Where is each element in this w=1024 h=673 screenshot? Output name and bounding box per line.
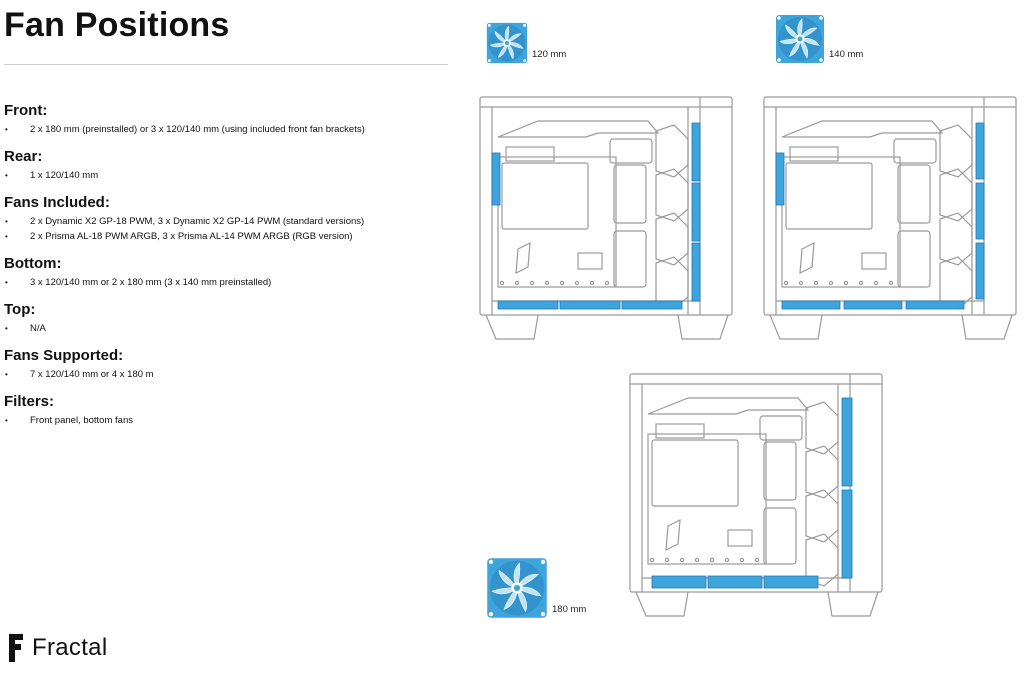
section-heading: Front:	[4, 102, 48, 119]
fan-legend-180	[486, 557, 586, 619]
list-item: • N/A	[4, 321, 464, 336]
section-filters	[4, 393, 464, 428]
case-diagram-front-2x180	[628, 370, 886, 622]
case-diagram-front-3x120	[762, 93, 1020, 345]
fan-size-label: 120 mm	[532, 49, 567, 60]
list-item: • 2 x 180 mm (preinstalled) or 3 x 120/140 mm (using included front fan brackets)	[4, 122, 464, 137]
section-top	[4, 301, 464, 336]
fan-icon	[775, 14, 825, 64]
section-heading: Rear:	[4, 148, 43, 165]
list-item: • 1 x 120/140 mm	[4, 168, 464, 183]
section-front	[4, 102, 464, 137]
section-heading: Fans Included:	[4, 194, 110, 211]
page-title: Fan Positions	[4, 6, 230, 44]
section-bottom	[4, 255, 464, 290]
fractal-logo-icon	[6, 632, 26, 664]
case-diagram-front-3x140	[478, 93, 736, 345]
fan-icon	[486, 22, 528, 64]
fan-legend-140	[775, 14, 863, 64]
fan-size-label: 140 mm	[829, 49, 864, 60]
fan-icon	[486, 557, 548, 619]
section-fans-supported	[4, 347, 464, 382]
section-rear	[4, 148, 464, 183]
section-heading: Bottom:	[4, 255, 62, 272]
list-item: • 2 x Prisma AL-18 PWM ARGB, 3 x Prisma AL-14 PWM ARGB (RGB version)	[4, 229, 464, 244]
section-heading: Top:	[4, 301, 36, 318]
list-item: • 3 x 120/140 mm or 2 x 180 mm (3 x 140 mm preinstalled)	[4, 275, 464, 290]
list-item: • 2 x Dynamic X2 GP-18 PWM, 3 x Dynamic X2 GP-14 PWM (standard versions)	[4, 214, 464, 229]
brand-name: Fractal	[32, 634, 108, 661]
title-divider	[4, 64, 448, 65]
brand-logo	[6, 632, 107, 664]
section-fans-included	[4, 194, 464, 244]
section-heading: Fans Supported:	[4, 347, 124, 364]
list-item: • 7 x 120/140 mm or 4 x 180 m	[4, 367, 464, 382]
section-heading: Filters:	[4, 393, 55, 410]
fan-legend-120	[486, 22, 566, 64]
fan-size-label: 180 mm	[552, 604, 587, 615]
spec-list	[4, 102, 464, 439]
list-item: • Front panel, bottom fans	[4, 413, 464, 428]
